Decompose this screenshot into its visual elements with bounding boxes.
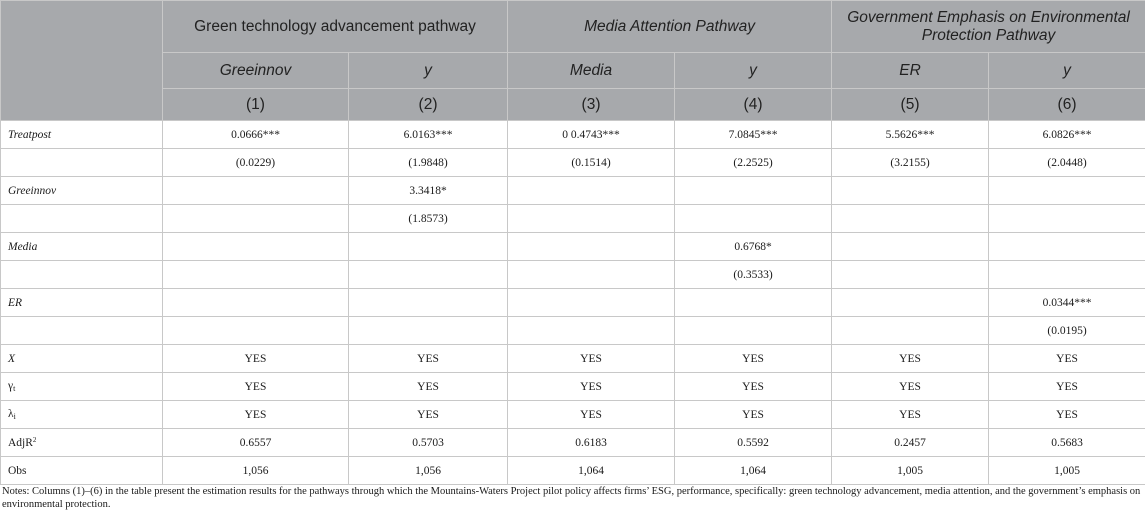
- value-cell: YES: [163, 401, 349, 429]
- se-cell: [163, 317, 349, 345]
- value-cell: YES: [349, 345, 508, 373]
- coef-cell: [163, 289, 349, 317]
- row-label: [1, 429, 163, 457]
- se-cell: [508, 205, 675, 233]
- se-cell: (3.2155): [832, 149, 989, 177]
- coef-cell: [832, 233, 989, 261]
- value-cell: YES: [508, 401, 675, 429]
- column-number: (3): [508, 89, 675, 121]
- value-cell: 1,064: [675, 457, 832, 485]
- value-cell: YES: [989, 401, 1145, 429]
- se-cell: (1.8573): [349, 205, 508, 233]
- coef-cell: 6.0826***: [989, 121, 1145, 149]
- se-cell: (0.1514): [508, 149, 675, 177]
- row-label-subscript: t: [13, 384, 16, 393]
- row-greeinnov-coef: [1, 177, 1145, 205]
- value-cell: YES: [675, 373, 832, 401]
- column-number: (1): [163, 89, 349, 121]
- dep-var-header: Media: [508, 53, 675, 89]
- column-number: (2): [349, 89, 508, 121]
- row-obs: [1, 457, 1145, 485]
- row-media-se: [1, 261, 1145, 289]
- se-cell: [349, 317, 508, 345]
- value-cell: 0.5703: [349, 429, 508, 457]
- se-cell: [989, 205, 1145, 233]
- value-cell: YES: [832, 345, 989, 373]
- group-header-government: Government Emphasis on Environmental Protection Pathway: [832, 1, 1145, 53]
- se-cell: (0.0229): [163, 149, 349, 177]
- row-label-main: λ: [8, 408, 14, 420]
- dep-var-header: y: [349, 53, 508, 89]
- se-cell: [832, 205, 989, 233]
- coef-cell: [989, 233, 1145, 261]
- row-treatpost-coef: [1, 121, 1145, 149]
- coef-cell: 0.0344***: [989, 289, 1145, 317]
- column-number: (4): [675, 89, 832, 121]
- coef-cell: [832, 177, 989, 205]
- value-cell: YES: [675, 401, 832, 429]
- coef-cell: [675, 289, 832, 317]
- row-label-empty: [1, 317, 163, 345]
- row-label: Greeinnov: [1, 177, 163, 205]
- dep-var-header: y: [675, 53, 832, 89]
- coef-cell: 6.0163***: [349, 121, 508, 149]
- value-cell: YES: [832, 401, 989, 429]
- group-header-media: Media Attention Pathway: [508, 1, 832, 53]
- row-er-se: [1, 317, 1145, 345]
- row-label-empty: [1, 205, 163, 233]
- se-cell: [163, 261, 349, 289]
- se-cell: [349, 261, 508, 289]
- coef-cell: [508, 289, 675, 317]
- se-cell: [832, 261, 989, 289]
- se-cell: (0.0195): [989, 317, 1145, 345]
- se-cell: [163, 205, 349, 233]
- row-label: [1, 373, 163, 401]
- row-label: ER: [1, 289, 163, 317]
- se-cell: [675, 205, 832, 233]
- coef-cell: 5.5626***: [832, 121, 989, 149]
- row-x: [1, 345, 1145, 373]
- coef-cell: [163, 233, 349, 261]
- value-cell: 0.2457: [832, 429, 989, 457]
- value-cell: 1,064: [508, 457, 675, 485]
- coef-cell: 7.0845***: [675, 121, 832, 149]
- column-number: (6): [989, 89, 1145, 121]
- table-notes: Notes: Columns (1)–(6) in the table present the estimation results for the pathways through which the Mountains-Waters Project pilot policy affects firms’ ESG, performance, specifically: green technology advancement, media attention, and the government’s emphasis on environmental protection.: [2, 486, 1141, 510]
- dep-var-header: y: [989, 53, 1145, 89]
- row-lambda-i: [1, 401, 1145, 429]
- value-cell: 0.5592: [675, 429, 832, 457]
- se-cell: (2.2525): [675, 149, 832, 177]
- coef-cell: [989, 177, 1145, 205]
- value-cell: 1,005: [832, 457, 989, 485]
- value-cell: 1,005: [989, 457, 1145, 485]
- value-cell: YES: [163, 345, 349, 373]
- dep-var-header: ER: [832, 53, 989, 89]
- row-label-main: γ: [8, 380, 14, 392]
- se-cell: [989, 261, 1145, 289]
- coef-cell: 0.0666***: [163, 121, 349, 149]
- value-cell: 1,056: [163, 457, 349, 485]
- value-cell: YES: [508, 345, 675, 373]
- row-label: Media: [1, 233, 163, 261]
- se-cell: [675, 317, 832, 345]
- column-number: (5): [832, 89, 989, 121]
- coef-cell: 3.3418*: [349, 177, 508, 205]
- coef-cell: [508, 177, 675, 205]
- coef-cell: [349, 289, 508, 317]
- se-cell: [508, 317, 675, 345]
- row-er-coef: [1, 289, 1145, 317]
- coef-cell: [508, 233, 675, 261]
- value-cell: YES: [675, 345, 832, 373]
- row-label: X: [1, 345, 163, 373]
- coef-cell: [163, 177, 349, 205]
- se-cell: (0.3533): [675, 261, 832, 289]
- coef-cell: [832, 289, 989, 317]
- dep-var-header: Greeinnov: [163, 53, 349, 89]
- row-label-empty: [1, 261, 163, 289]
- se-cell: [832, 317, 989, 345]
- se-cell: [508, 261, 675, 289]
- value-cell: YES: [989, 373, 1145, 401]
- row-label: Obs: [1, 457, 163, 485]
- value-cell: YES: [349, 373, 508, 401]
- row-adjr2: [1, 429, 1145, 457]
- row-label: Treatpost: [1, 121, 163, 149]
- row-label: [1, 401, 163, 429]
- value-cell: 0.6183: [508, 429, 675, 457]
- row-label-superscript: 2: [32, 436, 37, 444]
- value-cell: YES: [832, 373, 989, 401]
- row-greeinnov-se: [1, 205, 1145, 233]
- coef-cell: 0.6768*: [675, 233, 832, 261]
- value-cell: YES: [989, 345, 1145, 373]
- value-cell: YES: [508, 373, 675, 401]
- value-cell: YES: [349, 401, 508, 429]
- header-corner: [1, 1, 163, 121]
- value-cell: 0.5683: [989, 429, 1145, 457]
- row-label-empty: [1, 149, 163, 177]
- value-cell: YES: [163, 373, 349, 401]
- value-cell: 1,056: [349, 457, 508, 485]
- value-cell: 0.6557: [163, 429, 349, 457]
- group-header-green-tech: Green technology advancement pathway: [163, 1, 508, 53]
- row-media-coef: [1, 233, 1145, 261]
- row-label-main: AdjR: [8, 437, 33, 449]
- se-cell: (1.9848): [349, 149, 508, 177]
- row-label-subscript: i: [13, 412, 16, 421]
- coef-cell: 0 0.4743***: [508, 121, 675, 149]
- row-treatpost-se: [1, 149, 1145, 177]
- row-gamma-t: [1, 373, 1145, 401]
- coef-cell: [349, 233, 508, 261]
- se-cell: (2.0448): [989, 149, 1145, 177]
- coef-cell: [675, 177, 832, 205]
